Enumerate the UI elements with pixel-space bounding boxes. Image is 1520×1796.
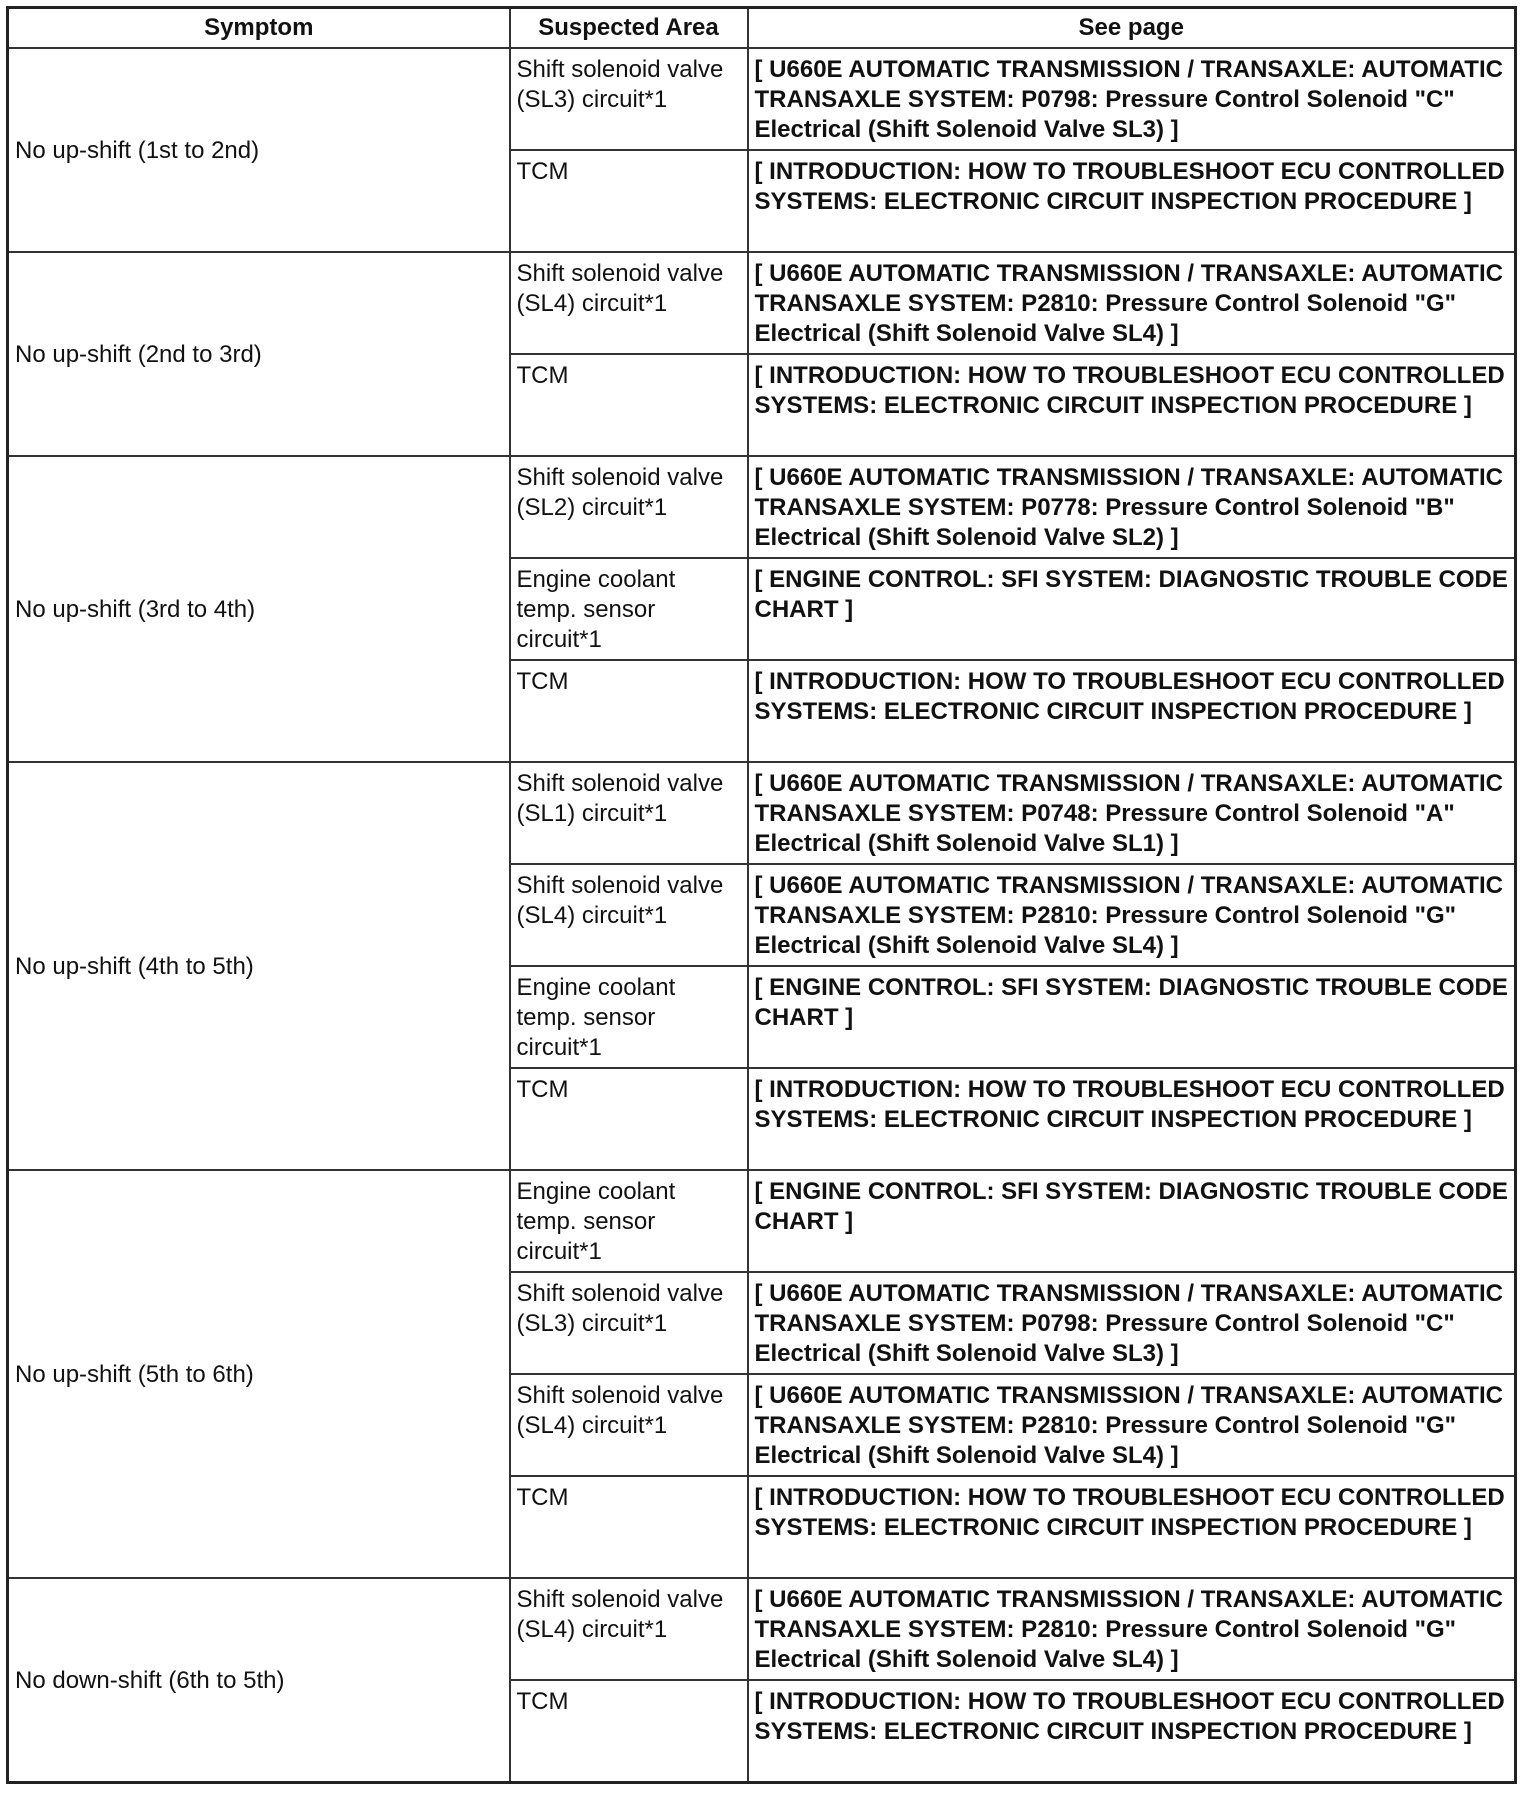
see-page-link[interactable]: [ ENGINE CONTROL: SFI SYSTEM: DIAGNOSTIC TROUBLE CODE CHART ] — [748, 558, 1516, 660]
suspected-area-cell: TCM — [510, 150, 748, 252]
table-row — [8, 1170, 1516, 1272]
see-page-link[interactable]: [ U660E AUTOMATIC TRANSMISSION / TRANSAXLE: AUTOMATIC TRANSAXLE SYSTEM: P2810: Pressure Control Solenoid "G" Electrical (Shift Solenoid Valve SL4) ] — [748, 864, 1516, 966]
suspected-area-cell: Shift solenoid valve (SL2) circuit*1 — [510, 456, 748, 558]
table-row — [8, 456, 1516, 558]
header-suspected-area: Suspected Area — [510, 8, 748, 49]
header-symptom: Symptom — [8, 8, 510, 49]
see-page-link[interactable]: [ U660E AUTOMATIC TRANSMISSION / TRANSAXLE: AUTOMATIC TRANSAXLE SYSTEM: P2810: Pressure Control Solenoid "G" Electrical (Shift Solenoid Valve SL4) ] — [748, 1374, 1516, 1476]
suspected-area-cell: Engine coolant temp. sensor circuit*1 — [510, 966, 748, 1068]
symptom-cell: No up-shift (1st to 2nd) — [8, 48, 510, 252]
suspected-area-cell: TCM — [510, 354, 748, 456]
see-page-link[interactable]: [ INTRODUCTION: HOW TO TROUBLESHOOT ECU CONTROLLED SYSTEMS: ELECTRONIC CIRCUIT INSPECTION PROCEDURE ] — [748, 1680, 1516, 1783]
see-page-link[interactable]: [ INTRODUCTION: HOW TO TROUBLESHOOT ECU CONTROLLED SYSTEMS: ELECTRONIC CIRCUIT INSPECTION PROCEDURE ] — [748, 660, 1516, 762]
symptom-cell: No up-shift (3rd to 4th) — [8, 456, 510, 762]
see-page-link[interactable]: [ U660E AUTOMATIC TRANSMISSION / TRANSAXLE: AUTOMATIC TRANSAXLE SYSTEM: P0748: Pressure Control Solenoid "A" Electrical (Shift Solenoid Valve SL1) ] — [748, 762, 1516, 864]
see-page-link[interactable]: [ U660E AUTOMATIC TRANSMISSION / TRANSAXLE: AUTOMATIC TRANSAXLE SYSTEM: P0798: Pressure Control Solenoid "C" Electrical (Shift Solenoid Valve SL3) ] — [748, 48, 1516, 150]
suspected-area-cell: Shift solenoid valve (SL4) circuit*1 — [510, 252, 748, 354]
symptom-cell: No up-shift (5th to 6th) — [8, 1170, 510, 1578]
suspected-area-cell: Shift solenoid valve (SL3) circuit*1 — [510, 48, 748, 150]
see-page-link[interactable]: [ U660E AUTOMATIC TRANSMISSION / TRANSAXLE: AUTOMATIC TRANSAXLE SYSTEM: P0778: Pressure Control Solenoid "B" Electrical (Shift Solenoid Valve SL2) ] — [748, 456, 1516, 558]
troubleshooting-table — [6, 6, 1517, 1784]
suspected-area-cell: TCM — [510, 1476, 748, 1578]
table-row — [8, 762, 1516, 864]
suspected-area-cell: Shift solenoid valve (SL4) circuit*1 — [510, 1578, 748, 1680]
see-page-link[interactable]: [ U660E AUTOMATIC TRANSMISSION / TRANSAXLE: AUTOMATIC TRANSAXLE SYSTEM: P2810: Pressure Control Solenoid "G" Electrical (Shift Solenoid Valve SL4) ] — [748, 1578, 1516, 1680]
header-see-page: See page — [748, 8, 1516, 49]
see-page-link[interactable]: [ ENGINE CONTROL: SFI SYSTEM: DIAGNOSTIC TROUBLE CODE CHART ] — [748, 1170, 1516, 1272]
table-row — [8, 48, 1516, 150]
table-row — [8, 1578, 1516, 1680]
see-page-link[interactable]: [ INTRODUCTION: HOW TO TROUBLESHOOT ECU CONTROLLED SYSTEMS: ELECTRONIC CIRCUIT INSPECTION PROCEDURE ] — [748, 150, 1516, 252]
suspected-area-cell: Shift solenoid valve (SL4) circuit*1 — [510, 864, 748, 966]
see-page-link[interactable]: [ U660E AUTOMATIC TRANSMISSION / TRANSAXLE: AUTOMATIC TRANSAXLE SYSTEM: P0798: Pressure Control Solenoid "C" Electrical (Shift Solenoid Valve SL3) ] — [748, 1272, 1516, 1374]
see-page-link[interactable]: [ U660E AUTOMATIC TRANSMISSION / TRANSAXLE: AUTOMATIC TRANSAXLE SYSTEM: P2810: Pressure Control Solenoid "G" Electrical (Shift Solenoid Valve SL4) ] — [748, 252, 1516, 354]
suspected-area-cell: Engine coolant temp. sensor circuit*1 — [510, 1170, 748, 1272]
suspected-area-cell: TCM — [510, 1068, 748, 1170]
suspected-area-cell: Engine coolant temp. sensor circuit*1 — [510, 558, 748, 660]
symptom-cell: No up-shift (2nd to 3rd) — [8, 252, 510, 456]
suspected-area-cell: TCM — [510, 1680, 748, 1783]
suspected-area-cell: Shift solenoid valve (SL1) circuit*1 — [510, 762, 748, 864]
suspected-area-cell: Shift solenoid valve (SL3) circuit*1 — [510, 1272, 748, 1374]
see-page-link[interactable]: [ INTRODUCTION: HOW TO TROUBLESHOOT ECU CONTROLLED SYSTEMS: ELECTRONIC CIRCUIT INSPECTION PROCEDURE ] — [748, 354, 1516, 456]
see-page-link[interactable]: [ INTRODUCTION: HOW TO TROUBLESHOOT ECU CONTROLLED SYSTEMS: ELECTRONIC CIRCUIT INSPECTION PROCEDURE ] — [748, 1476, 1516, 1578]
suspected-area-cell: Shift solenoid valve (SL4) circuit*1 — [510, 1374, 748, 1476]
symptom-cell: No up-shift (4th to 5th) — [8, 762, 510, 1170]
table-row — [8, 252, 1516, 354]
see-page-link[interactable]: [ INTRODUCTION: HOW TO TROUBLESHOOT ECU CONTROLLED SYSTEMS: ELECTRONIC CIRCUIT INSPECTION PROCEDURE ] — [748, 1068, 1516, 1170]
see-page-link[interactable]: [ ENGINE CONTROL: SFI SYSTEM: DIAGNOSTIC TROUBLE CODE CHART ] — [748, 966, 1516, 1068]
header-row — [8, 8, 1516, 49]
suspected-area-cell: TCM — [510, 660, 748, 762]
symptom-cell: No down-shift (6th to 5th) — [8, 1578, 510, 1783]
